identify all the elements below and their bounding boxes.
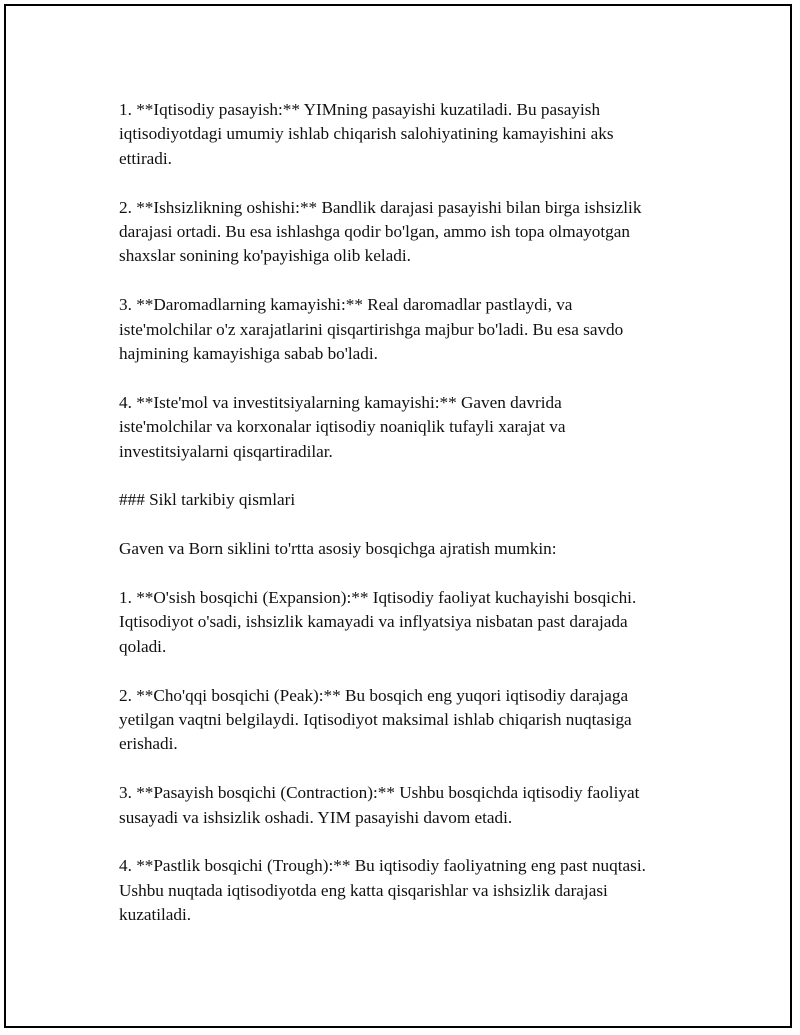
document-page — [4, 4, 792, 1028]
text-line: darajasi ortadi. Bu esa ishlashga qodir bo'lgan, ammo ish topa olmayotgan — [119, 222, 630, 242]
text-line: 1. **O'sish bosqichi (Expansion):** Iqtisodiy faoliyat kuchayishi bosqichi. — [119, 588, 637, 608]
paragraph-p1 — [119, 98, 709, 171]
text-line: 4. **Iste'mol va investitsiyalarning kamayishi:** Gaven davrida — [119, 392, 562, 412]
text-line: iste'molchilar o'z xarajatlarini qisqartirishga majbur bo'ladi. Bu esa savdo — [119, 319, 624, 339]
text-line: Ushbu nuqtada iqtisodiyotda eng katta qisqarishlar va ishsizlik darajasi — [119, 880, 608, 900]
paragraph-p7 — [119, 586, 709, 659]
text-line: ### Sikl tarkibiy qismlari — [119, 490, 296, 510]
text-line: investitsiyalarni qisqartiradilar. — [119, 441, 333, 461]
paragraph-p4 — [119, 391, 709, 464]
text-line: 3. **Daromadlarning kamayishi:** Real daromadlar pastlaydi, va — [119, 295, 573, 315]
text-line: 2. **Cho'qqi bosqichi (Peak):** Bu bosqich eng yuqori iqtisodiy darajaga — [119, 685, 629, 705]
paragraph-p3 — [119, 293, 709, 366]
paragraph-p10 — [119, 854, 709, 927]
paragraph-p9 — [119, 781, 709, 830]
text-line: 3. **Pasayish bosqichi (Contraction):** Ushbu bosqichda iqtisodiy faoliyat — [119, 783, 640, 803]
paragraph-p5 — [119, 488, 709, 512]
text-line: 2. **Ishsizlikning oshishi:** Bandlik darajasi pasayishi bilan birga ishsizlik — [119, 197, 642, 217]
text-line: iqtisodiyotdagi umumiy ishlab chiqarish salohiyatining kamayishini aks — [119, 124, 614, 144]
text-line: susayadi va ishsizlik oshadi. YIM pasayishi davom etadi. — [119, 807, 513, 827]
text-line: qoladi. — [119, 636, 167, 656]
text-line: 4. **Pastlik bosqichi (Trough):** Bu iqtisodiy faoliyatning eng past nuqtasi. — [119, 856, 646, 876]
text-line: hajmining kamayishiga sabab bo'ladi. — [119, 344, 378, 364]
text-line: yetilgan vaqtni belgilaydi. Iqtisodiyot maksimal ishlab chiqarish nuqtasiga — [119, 710, 632, 730]
text-line: erishadi. — [119, 734, 178, 754]
text-line: 1. **Iqtisodiy pasayish:** YIMning pasayishi kuzatiladi. Bu pasayish — [119, 100, 601, 119]
text-line: shaxslar sonining ko'payishiga olib keladi. — [119, 246, 411, 266]
text-line: Iqtisodiyot o'sadi, ishsizlik kamayadi va inflyatsiya nisbatan past darajada — [119, 612, 628, 632]
text-line: iste'molchilar va korxonalar iqtisodiy noaniqlik tufayli xarajat va — [119, 417, 566, 437]
paragraph-p6 — [119, 537, 709, 561]
text-line: ettiradi. — [119, 148, 172, 168]
document-body — [119, 98, 709, 952]
text-line: Gaven va Born siklini to'rtta asosiy bosqichga ajratish mumkin: — [119, 539, 557, 559]
paragraph-p8 — [119, 684, 709, 757]
text-line: kuzatiladi. — [119, 905, 192, 925]
paragraph-p2 — [119, 196, 709, 269]
